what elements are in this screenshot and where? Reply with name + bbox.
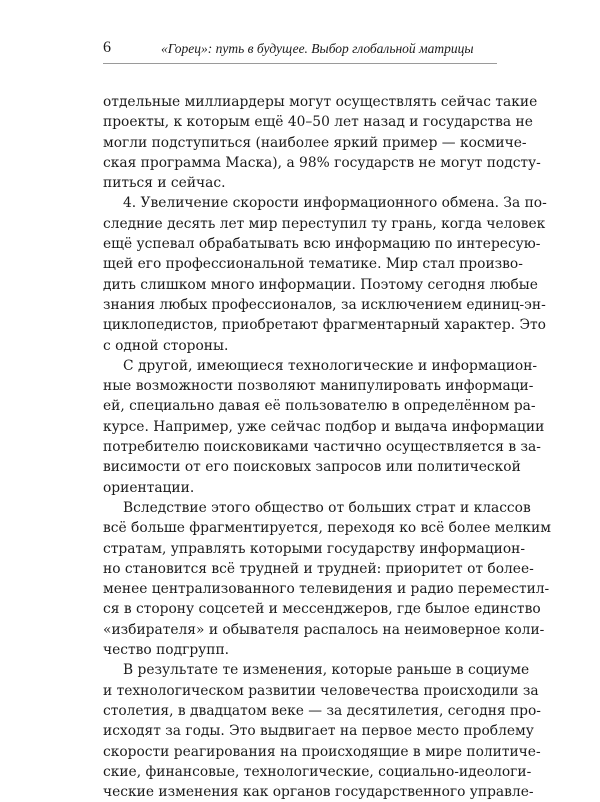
text-line: чество подгрупп. [103,642,230,659]
text-line: Вследствие этого общество от больших страт и классов [123,499,531,516]
text-line: с одной стороны. [103,337,229,354]
text-line: дить слишком много информации. Поэтому сегодня любые [103,276,538,293]
page-number: 6 [103,39,111,56]
text-line: щей его профессиональной тематике. Мир стал произво- [103,256,523,273]
text-line: ческие изменения как органов государственного управле- [103,784,534,801]
paragraph [103,356,545,498]
running-title: «Горец»: путь в будущее. Выбор глобальной матрицы [161,41,474,56]
text-line: ориентации. [103,479,195,496]
text-line: но становится всё трудней и трудней: приоритет от более- [103,560,534,577]
text-line: В результате те изменения, которые раньше в социуме [123,662,530,679]
text-line: питься и сейчас. [103,175,226,192]
text-line: ся в сторону соцсетей и мессенджеров, где былое единство [103,601,541,618]
text-line: С другой, имеющиеся технологические и информацион- [123,357,538,374]
text-line: отдельные миллиардеры могут осуществлять сейчас такие [103,94,538,110]
text-line: ещё успевал обрабатывать всю информацию по интересую- [103,236,541,253]
text-line: следние десять лет мир переступил ту грань, когда человек [103,215,546,232]
text-line: ские, финансовые, технологические, социально-идеологи- [103,763,532,780]
text-line: всё больше фрагментируется, переходя ко всё более мелким [103,520,551,537]
text-line: курсе. Например, уже сейчас подбор и выдача информации [103,418,545,435]
text-line: знания любых профессионалов, за исключением единиц-эн- [103,296,546,313]
text-line: потребителю поисковиками частично осуществляется в за- [103,439,541,456]
body-text [103,92,551,802]
text-line: исходят за годы. Это выдвигает на первое место проблему [103,723,534,740]
text-line: стратам, управлять которыми государству информацион- [103,540,525,557]
paragraph [103,498,551,660]
text-line: ные возможности позволяют манипулировать информаци- [103,378,534,395]
text-line: проекты, к которым ещё 40–50 лет назад и государства не [103,114,533,131]
text-line: менее централизованного телевидения и радио переместил- [103,581,550,598]
text-line: и технологическом развитии человечества происходили за [103,682,539,699]
text-line: висимости от его поисковых запросов или политической [103,459,521,476]
text-line: 4. Увеличение скорости информационного обмена. За по- [123,195,547,212]
paragraph [103,193,547,355]
paragraph [103,660,541,802]
text-line: скорости реагирования на происходящие в мире политиче- [103,743,541,760]
running-header [103,39,497,64]
paragraph [103,92,541,193]
text-line: ская программа Маска), а 98% государств не могут подсту- [103,154,541,171]
text-line: циклопедистов, приобретают фрагментарный характер. Это [103,317,546,334]
text-line: «избирателя» и обывателя распалось на неимоверное коли- [103,621,545,638]
text-line: могли подступиться (наиболее яркий пример — космиче- [103,134,527,151]
text-line: столетия, в двадцатом веке — за десятилетия, сегодня про- [103,702,541,719]
text-line: ей, специально давая её пользователю в определённом ра- [103,398,536,415]
